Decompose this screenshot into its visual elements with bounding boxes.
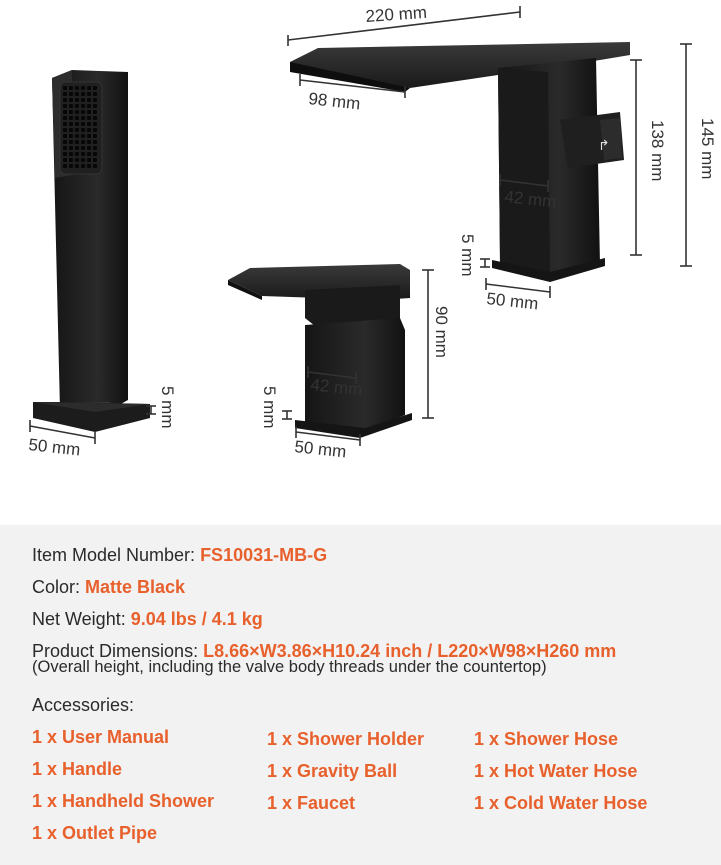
dimensions-note: (Overall height, including the valve body threads under the countertop) xyxy=(32,658,547,676)
weight-label: Net Weight: xyxy=(32,609,131,629)
dim-spout-base-width: 50 mm xyxy=(485,289,540,314)
accessory-item: 1 x Handle xyxy=(32,759,123,779)
model-number-value: FS10031-MB-G xyxy=(200,545,328,565)
dimensions-label: Product Dimensions: xyxy=(32,641,204,661)
model-number-label: Item Model Number: xyxy=(32,545,201,565)
dim-handle-base-thickness: 5 mm xyxy=(260,386,279,429)
color-label: Color: xyxy=(32,577,86,597)
accessory-item: 1 x Cold Water Hose xyxy=(474,793,648,813)
accessory-item: 1 x Gravity Ball xyxy=(267,761,398,781)
svg-text:↱: ↱ xyxy=(598,138,610,154)
color-row xyxy=(32,577,185,598)
dim-spout-height-inner: 138 mm xyxy=(648,120,667,182)
accessory-item: 1 x Handheld Shower xyxy=(32,791,215,811)
dim-shower-base-thickness: 5 mm xyxy=(158,386,177,429)
weight-value: 9.04 lbs / 4.1 kg xyxy=(130,609,263,629)
specifications-panel xyxy=(0,525,721,865)
dim-spout-body-width: 42 mm xyxy=(503,187,558,212)
model-number-row xyxy=(32,545,327,566)
dim-handle-body-width: 42 mm xyxy=(309,375,364,400)
accessory-item: 1 x User Manual xyxy=(32,727,170,747)
accessory-item: 1 x Hot Water Hose xyxy=(474,761,638,781)
dim-shower-base-width: 50 mm xyxy=(27,435,82,460)
handheld-shower xyxy=(33,70,150,432)
dim-spout-depth: 98 mm xyxy=(307,89,362,114)
handle-valve xyxy=(228,264,412,438)
dim-handle-height: 90 mm xyxy=(432,306,451,358)
color-value: Matte Black xyxy=(85,577,186,597)
dim-spout-length: 220 mm xyxy=(364,2,428,26)
weight-row xyxy=(32,609,263,630)
dimensions-value: L8.66×W3.86×H10.24 inch / L220×W98×H260 mm xyxy=(203,641,617,661)
accessory-item: 1 x Outlet Pipe xyxy=(32,823,158,843)
accessory-item: 1 x Shower Hose xyxy=(474,729,619,749)
nozzle-grid xyxy=(63,86,99,170)
dim-handle-base-width: 50 mm xyxy=(293,437,348,462)
accessory-item: 1 x Faucet xyxy=(267,793,356,813)
accessory-item: 1 x Shower Holder xyxy=(267,729,425,749)
accessories-title: Accessories: xyxy=(32,695,135,715)
dim-spout-height-total: 145 mm xyxy=(698,118,717,180)
dim-spout-base-thickness: 5 mm xyxy=(458,234,477,277)
